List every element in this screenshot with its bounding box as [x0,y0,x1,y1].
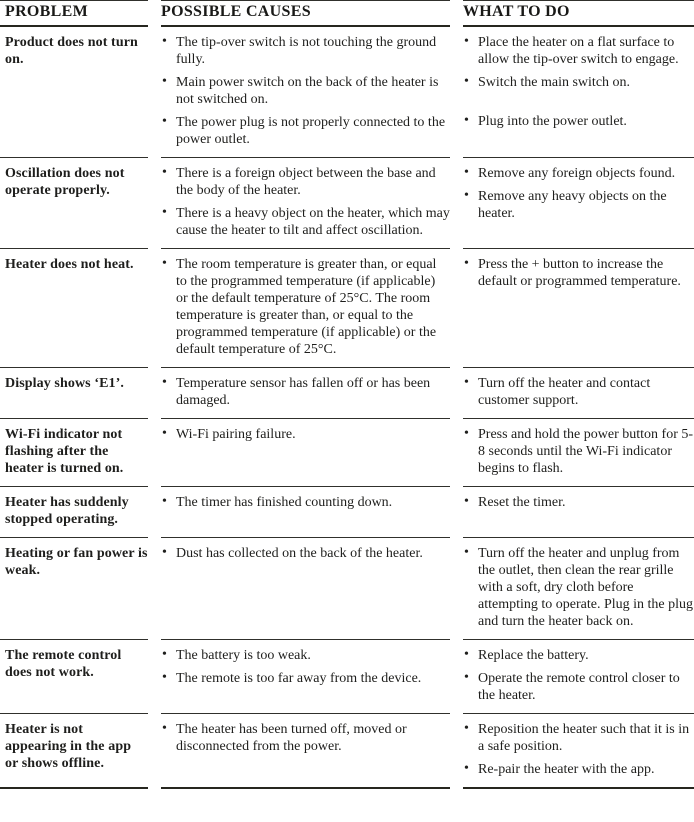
cause-item: • The heater has been turned off, moved or disconnected from the power. [161,721,450,755]
problem-cell: Heating or fan power is weak. [0,538,148,640]
actions-list [463,647,694,704]
table-row [0,640,694,714]
actions-cell [463,640,694,714]
causes-list [161,647,450,687]
actions-cell [463,487,694,538]
col-header-problem: PROBLEM [0,0,148,27]
action-item: • Switch the main switch on. [463,74,694,91]
actions-list [463,375,694,409]
causes-cell [161,27,450,158]
action-item: • Place the heater on a flat surface to allow the tip-over switch to engage. [463,34,694,68]
cause-item: • The power plug is not properly connected to the power outlet. [161,114,450,148]
cause-item: • The room temperature is greater than, or equal to the programmed temperature (if applicable) or the default temperature of 25°C. The room temperature is greater than, or equal to the programmed temperature (if applicable) or the default temperature of 25°C. [161,256,450,358]
actions-list [463,721,694,778]
actions-cell [463,419,694,487]
cause-item: • Main power switch on the back of the heater is not switched on. [161,74,450,108]
action-item: • Replace the battery. [463,647,694,664]
causes-list [161,494,450,511]
problem-cell: Display shows ‘E1’. [0,368,148,419]
actions-cell [463,27,694,158]
cause-item: • The tip-over switch is not touching the ground fully. [161,34,450,68]
causes-list [161,375,450,409]
action-item: • Re-pair the heater with the app. [463,761,694,778]
problem-cell: Product does not turn on. [0,27,148,158]
cause-item: • There is a heavy object on the heater, which may cause the heater to tilt and affect oscillation. [161,205,450,239]
actions-cell [463,249,694,368]
causes-list [161,426,450,443]
action-item: • Remove any foreign objects found. [463,165,694,182]
table-row [0,158,694,249]
problem-cell: Wi-Fi indicator not flashing after the heater is turned on. [0,419,148,487]
cause-item: • The timer has finished counting down. [161,494,450,511]
causes-list [161,721,450,755]
problem-cell: The remote control does not work. [0,640,148,714]
action-item: • Remove any heavy objects on the heater. [463,188,694,222]
actions-cell [463,368,694,419]
causes-cell [161,368,450,419]
problem-cell: Oscillation does not operate properly. [0,158,148,249]
problem-cell: Heater has suddenly stopped operating. [0,487,148,538]
table-body [0,27,694,789]
action-item: • Operate the remote control closer to the heater. [463,670,694,704]
table-row [0,249,694,368]
cause-item: • The battery is too weak. [161,647,450,664]
problem-cell: Heater is not appearing in the app or shows offline. [0,714,148,789]
action-item: • Plug into the power outlet. [463,113,694,130]
causes-cell [161,249,450,368]
causes-list [161,34,450,148]
causes-cell [161,487,450,538]
actions-list [463,494,694,511]
causes-cell [161,538,450,640]
action-item: • Turn off the heater and contact customer support. [463,375,694,409]
action-item: • Press and hold the power button for 5-8 seconds until the Wi-Fi indicator begins to flash. [463,426,694,477]
header-row [0,0,694,27]
table-row [0,487,694,538]
col-header-what-to-do: WHAT TO DO [463,0,694,27]
causes-cell [161,640,450,714]
problem-cell: Heater does not heat. [0,249,148,368]
cause-item: • There is a foreign object between the base and the body of the heater. [161,165,450,199]
actions-cell [463,538,694,640]
action-item: • Press the + button to increase the default or programmed temperature. [463,256,694,290]
causes-cell [161,714,450,789]
cause-item: • Wi-Fi pairing failure. [161,426,450,443]
action-item: • Turn off the heater and unplug from the outlet, then clean the rear grille with a soft, dry cloth before attempting to operate. Plug in the plug and turn the heater back on. [463,545,694,630]
causes-list [161,165,450,239]
table-row [0,368,694,419]
action-item: • Reset the timer. [463,494,694,511]
cause-item: • The remote is too far away from the device. [161,670,450,687]
cause-item: • Dust has collected on the back of the heater. [161,545,450,562]
table-row [0,27,694,158]
causes-cell [161,158,450,249]
table-header [0,0,694,27]
actions-list [463,256,694,290]
table-row [0,419,694,487]
cause-item: • Temperature sensor has fallen off or has been damaged. [161,375,450,409]
actions-list [463,165,694,222]
table-row [0,538,694,640]
actions-list [463,426,694,477]
causes-cell [161,419,450,487]
actions-list [463,545,694,630]
table-row [0,714,694,789]
col-header-possible-causes: POSSIBLE CAUSES [161,0,450,27]
action-item: • Reposition the heater such that it is in a safe position. [463,721,694,755]
actions-cell [463,158,694,249]
causes-list [161,545,450,562]
actions-list [463,34,694,130]
actions-cell [463,714,694,789]
causes-list [161,256,450,358]
